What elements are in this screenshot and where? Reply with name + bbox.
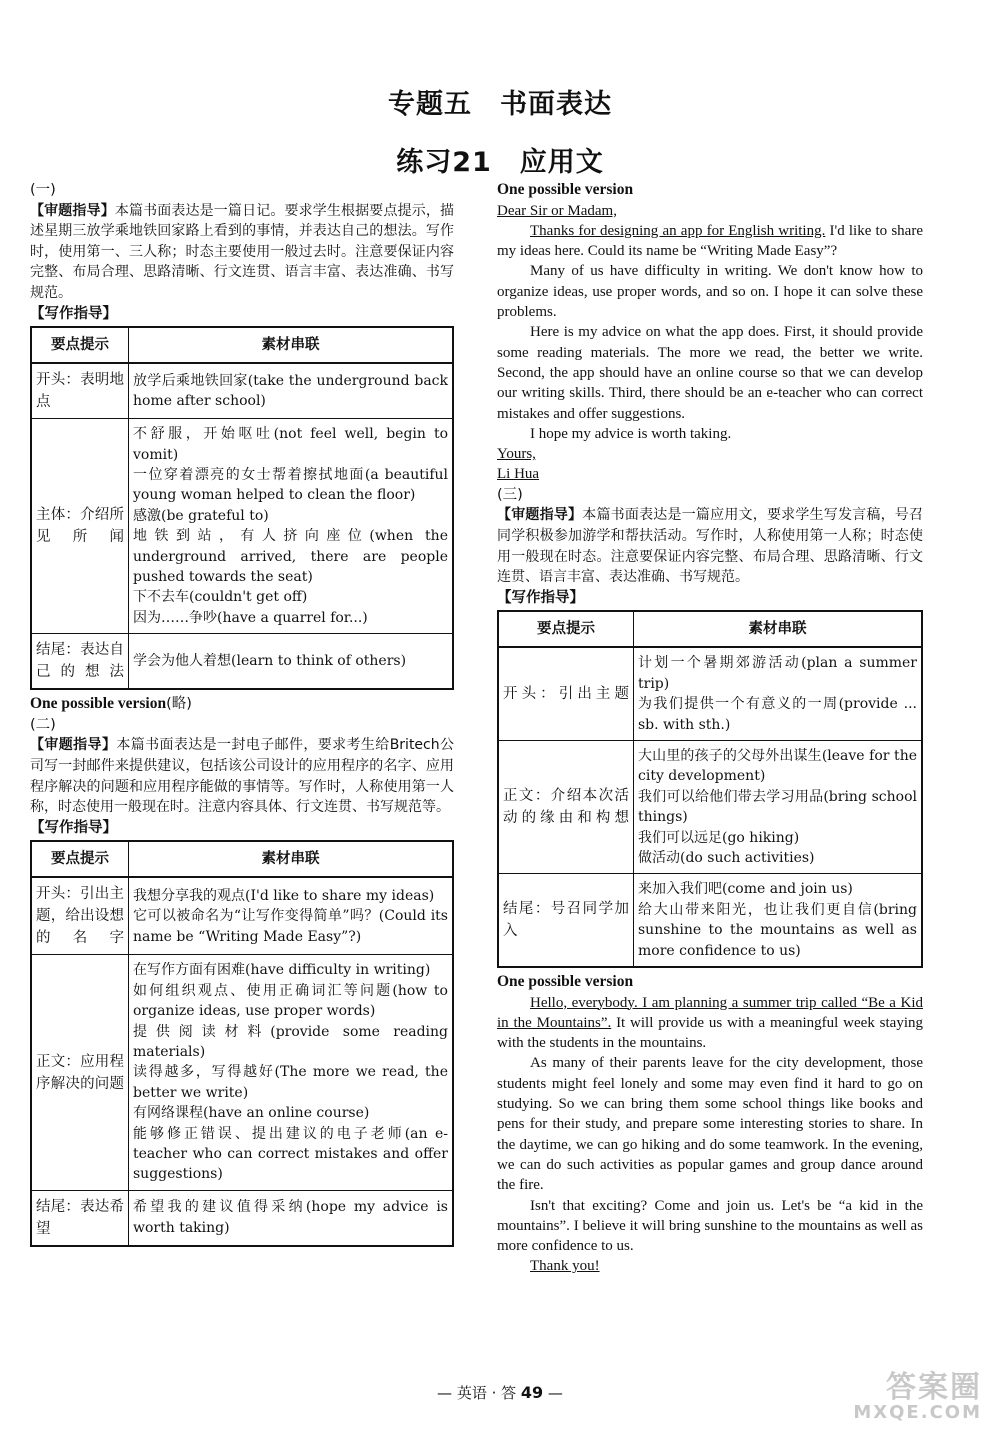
material-line: 大山里的孩子的父母外出谋生(leave for the city development) [638, 747, 917, 785]
speech-text [497, 993, 923, 1277]
material-cell [634, 874, 923, 967]
point-cell: 开头：引出主题 [498, 647, 634, 740]
point-cell: 正文：应用程序解决的问题 [31, 955, 129, 1190]
table-row [31, 955, 453, 1190]
guidance-text: 本篇书面表达是一封电子邮件，要求考生给Britech公司写一封邮件来提供建议，包括该公司设计的应用程序的名字、应用程序解决的问题和应用程序能做的事情等。写作时，人称使用第一人称，时态使用一般现在时。注意内容具体、行文连贯、书写规范等。 [30, 737, 455, 816]
material-line: 提供阅读材料(provide some reading materials) [133, 1023, 448, 1060]
guidance-label: 【审题指导】 [497, 507, 583, 524]
material-line: 我们可以给他们带去学习用品(bring school things) [638, 788, 917, 826]
exercise-title: 练习21 应用文 [396, 147, 604, 178]
guidance-text: 本篇书面表达是一篇日记。要求学生根据要点提示，描述星期三放学乘地铁回家路上看到的事情，并表达自己的想法。写作时，使用第一、三人称；时态主要使用一般过去时。注意要保证内容完整、布局合理、思路清晰、行文连贯、语言丰富、表达准确、书写规范。 [30, 202, 454, 301]
material-line: 地铁到站，有人挤向座位(when the underground arrived, there are people pushed towards the seat) [133, 528, 448, 585]
section3-guidance [497, 505, 923, 587]
guidance-label: 【审题指导】 [30, 202, 115, 219]
watermark-text: 答案圈 [886, 1370, 982, 1405]
material-cell [129, 419, 454, 634]
table-header-points: 要点提示 [31, 327, 129, 363]
letter-signoff: Yours, [497, 446, 536, 463]
material-line: 给大山带来阳光，也让我们更自信(bring sunshine to the mountains as well as more confidence to us) [638, 901, 917, 959]
footer-subject: 英语 · 答 [452, 1384, 521, 1402]
table-row [31, 1190, 453, 1246]
point-cell: 开头：引出主题，给出设想的名字 [31, 877, 129, 955]
writing-guide-label: 【写作指导】 [30, 305, 117, 322]
page-number: 49 [520, 1383, 544, 1402]
letter-paragraph: I hope my advice is worth taking. [530, 425, 732, 442]
version-heading: One possible version [30, 695, 167, 713]
material-line: 我想分享我的观点(I'd like to share my ideas) [133, 887, 435, 904]
section3-head: (三) [497, 486, 523, 503]
point-cell: 结尾：表达自己的想法 [31, 634, 129, 690]
point-cell: 主体：介绍所见所闻 [31, 419, 129, 634]
material-line: 我们可以远足(go hiking) [638, 829, 800, 846]
material-cell: 学会为他人着想(learn to think of others) [129, 634, 454, 690]
material-cell [634, 647, 923, 740]
version-heading: One possible version [497, 181, 634, 198]
version-note: (略) [166, 696, 192, 713]
material-line: 计划一个暑期郊游活动(plan a summer trip) [638, 655, 917, 692]
letter-paragraph: Thanks for designing an app for English writing. I'd like to share my ideas here. Could its name be “Writing Made Easy”? [497, 222, 923, 260]
page-footer: — 英语 · 答 49 — [437, 1383, 563, 1402]
point-cell: 结尾：表达希望 [31, 1190, 129, 1246]
table-row [31, 877, 453, 955]
speech-paragraph: Hello, everybody. I am planning a summer trip called “Be a Kid in the Mountains”. It will provide us with a meaningful week staying with the students in the mountains. [497, 994, 923, 1052]
speech-paragraph: Isn't that exciting? Come and join us. Let's be “a kid in the mountains”. I believe it will bring sunshine to the mountains as well as more confidence to us. [497, 1197, 923, 1255]
topic-title: 专题五 书面表达 [388, 89, 612, 120]
letter-greeting: Dear Sir or Madam, [497, 202, 617, 219]
point-cell: 开头：表明地点 [31, 363, 129, 419]
material-line: 能够修正错误、提出建议的电子老师(an e-teacher who can correct mistakes and offer suggestions) [133, 1125, 448, 1183]
writing-guide-label: 【写作指导】 [497, 589, 584, 606]
section2-guidance [30, 735, 454, 817]
letter-signature: Li Hua [497, 466, 540, 483]
material-line: 下不去车(couldn't get off) [133, 589, 308, 606]
material-line: 来加入我们吧(come and join us) [638, 881, 853, 898]
material-cell: 放学后乘地铁回家(take the underground back home after school) [129, 363, 454, 419]
table-header-material: 素材串联 [129, 327, 454, 363]
guidance-label: 【审题指导】 [30, 737, 117, 754]
material-line: 有网络课程(have an online course) [133, 1105, 370, 1122]
table-row [31, 634, 453, 690]
speech-paragraph: As many of their parents leave for the city development, those students might feel lonely and some may even find it hard to go on studying. So we can bring them some school things like books and pens for their study, and prepare some interesting stories to share. In the daytime, we can go hiking and do some teamwork. In the evening, we can do such activities as popular games and group dance around the fire. [497, 1055, 923, 1194]
section1-head: (一) [30, 182, 56, 198]
underlined-sentence: Thanks for designing an app for English writing. [530, 222, 826, 239]
material-line: 感激(be grateful to) [133, 507, 269, 524]
material-line: 如何组织观点、使用正确词汇等问题(how to organize ideas, use proper words) [133, 982, 448, 1020]
material-line: 为我们提供一个有意义的一周(provide ... sb. with sth.) [638, 696, 917, 733]
version-line [30, 694, 454, 715]
point-cell: 结尾：号召同学加入 [498, 874, 634, 967]
letter-paragraph: Here is my advice on what the app does. First, it should provide some reading materials. The more we read, the better we write. Second, the app should have an online course so that we can develop our writing skills. Third, there should be an e-teacher who can correct mistakes and offer suggestions. [497, 324, 923, 422]
material-cell [129, 877, 454, 955]
guide-table-1 [30, 326, 454, 690]
material-line: 不舒服，开始呕吐(not feel well, begin to vomit) [133, 426, 448, 463]
material-line: 做活动(do such activities) [638, 849, 815, 866]
material-cell [634, 740, 923, 873]
material-line: 它可以被命名为“让写作变得简单”吗？(Could its name be “Writing Made Easy”?) [133, 908, 448, 945]
material-line: 一位穿着漂亮的女士帮着擦拭地面(a beautiful young woman helped to clean the floor) [133, 466, 448, 504]
underlined-sentence: Hello, everybody. I am planning a summer trip called “Be a Kid in the Mountains”. [497, 994, 923, 1031]
table-row [498, 647, 922, 740]
right-column [497, 180, 923, 1277]
table-header-material: 素材串联 [129, 841, 454, 877]
point-cell: 正文：介绍本次活动的缘由和构想 [498, 740, 634, 873]
email-letter [497, 201, 923, 485]
material-cell [129, 955, 454, 1190]
table-row [31, 363, 453, 419]
guide-table-3 [497, 610, 923, 968]
guidance-text: 本篇书面表达是一篇应用文，要求学生写发言稿，号召同学积极参加游学和帮扶活动。写作时，人称使用第一人称；时态使用一般现在时态。注意要保证内容完整、布局合理、思路清晰、行文连贯、语言丰富、表达准确、书写规范。 [497, 507, 924, 586]
version-heading: One possible version [497, 973, 634, 990]
table-header-material: 素材串联 [634, 611, 923, 647]
speech-closing: Thank you! [530, 1258, 600, 1275]
table-header-points: 要点提示 [31, 841, 129, 877]
material-cell: 希望我的建议值得采纳(hope my advice is worth taking) [129, 1190, 454, 1246]
watermark-logo [812, 1372, 982, 1422]
section2-head: (二) [30, 716, 56, 733]
material-line: 因为……争吵(have a quarrel for...) [133, 609, 368, 626]
table-header-points: 要点提示 [498, 611, 634, 647]
material-line: 在写作方面有困难(have difficulty in writing) [133, 962, 431, 979]
table-row [498, 874, 922, 967]
table-row [31, 419, 453, 634]
writing-guide-label: 【写作指导】 [30, 819, 117, 836]
section1-guidance [30, 201, 454, 304]
material-line: 读得越多，写得越好(The more we read, the better we write) [133, 1064, 448, 1101]
left-column [30, 180, 454, 1251]
guide-table-2 [30, 840, 454, 1246]
table-row [498, 740, 922, 873]
watermark-url: MXQE.COM [853, 1402, 982, 1423]
letter-paragraph: Many of us have difficulty in writing. We don't know how to organize ideas, use proper words, and so on. I hope it can solve these problems. [497, 263, 923, 321]
